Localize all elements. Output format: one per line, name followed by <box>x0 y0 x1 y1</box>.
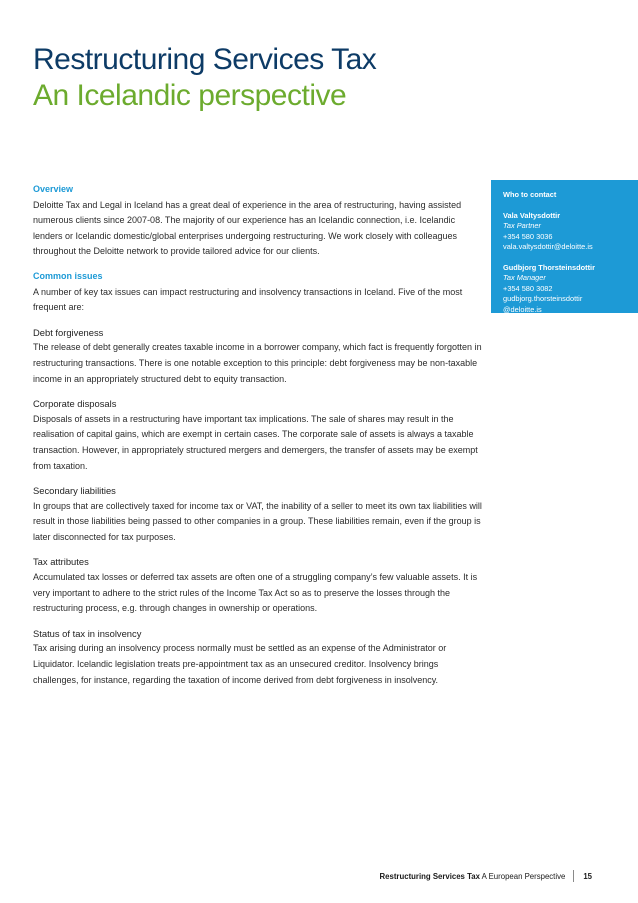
overview-heading: Overview <box>33 184 74 194</box>
contact-name: Vala Valtysdottir <box>503 210 561 220</box>
page-footer <box>380 870 592 882</box>
issue-text: Disposals of assets in a restructuring have important tax implications. The sale of shares may result in the realisation of capital gains, which are exempt in certain cases. The corporate sale of assets is always a taxable transaction. However, in appropriately structured mergers and demergers, the transfer of assets may be exempt from taxation. <box>33 413 478 471</box>
contact-email-line-1[interactable]: gudbjorg.thorsteinsdottir <box>503 294 583 303</box>
contact-card <box>503 211 638 253</box>
issue-corporate-disposals <box>33 396 483 474</box>
footer-title: Restructuring Services Tax <box>379 871 480 881</box>
issue-secondary-liabilities <box>33 483 483 545</box>
title-line-1: Restructuring Services Tax <box>33 43 377 76</box>
footer-divider <box>573 870 574 882</box>
issue-heading: Secondary liabilities <box>33 485 116 497</box>
contact-email-line-2[interactable]: @deloitte.is <box>503 304 542 314</box>
overview-section <box>33 182 483 260</box>
page-title <box>33 42 473 114</box>
common-issues-section <box>33 269 483 316</box>
contact-phone: +354 580 3036 <box>503 231 553 241</box>
common-issues-heading: Common issues <box>33 270 103 281</box>
footer-subtitle: A European Perspective <box>479 871 566 881</box>
issue-heading: Debt forgiveness <box>33 326 104 338</box>
contact-name: Gudbjorg Thorsteinsdottir <box>503 262 595 272</box>
page-number: 15 <box>583 871 592 881</box>
issue-tax-attributes <box>33 554 483 616</box>
title-line-2: An Icelandic perspective <box>33 79 347 112</box>
issue-text: In groups that are collectively taxed for income tax or VAT, the inability of a seller to meet its own tax liabilities will result in those liabilities being passed to other companies in a group. These liabilities remain, even if the group is later disconnected for tax purposes. <box>33 500 482 542</box>
contact-role: Tax Manager <box>503 273 546 282</box>
common-issues-text: A number of key tax issues can impact restructuring and insolvency transactions in Iceland. Five of the most frequent are: <box>33 286 463 313</box>
contact-phone: +354 580 3082 <box>503 283 553 293</box>
issue-heading: Status of tax in insolvency <box>33 627 142 639</box>
contact-role: Tax Partner <box>503 221 541 230</box>
issue-text: Tax arising during an insolvency process normally must be settled as an expense of the Administrator or Liquidator. Icelandic legislation treats pre-appointment tax as an unsecured creditor. Insolvency brings challenges, for instance, regarding the taxation of income derived from debt forgiveness in insolvency. <box>33 643 447 685</box>
sidebar-heading: Who to contact <box>503 190 557 199</box>
issue-debt-forgiveness <box>33 325 483 387</box>
contact-email[interactable]: vala.valtysdottir@deloitte.is <box>503 242 593 251</box>
contact-sidebar <box>491 180 638 313</box>
issue-heading: Tax attributes <box>33 556 89 568</box>
issue-text: The release of debt generally creates taxable income in a borrower company, which fact is frequently forgotten in restructuring transactions. There is one notable exception to this principle: debt forgiveness may be non-taxable income in an appropriately structured debt to equity transaction. <box>33 342 482 384</box>
issue-heading: Corporate disposals <box>33 398 117 410</box>
contact-card <box>503 263 638 316</box>
main-content <box>33 182 483 697</box>
issue-status-of-tax <box>33 626 483 688</box>
overview-text: Deloitte Tax and Legal in Iceland has a great deal of experience in the area of restructuring, having assisted numerous clients since 2007-08. The majority of our experience has an Icelandic connection, i.e. Icelandic lenders or Icelandic domestic/global enterprises undergoing restructuring. We work closely with colleagues throughout the Deloitte network to provide tailored advice for our clients. <box>33 199 462 257</box>
issue-text: Accumulated tax losses or deferred tax assets are often one of a struggling company’s few valuable assets. It is very important to adhere to the strict rules of the Income Tax Act so as to preserve the losses through the restructuring process, e.g. through changes in ownership or operations. <box>33 572 478 614</box>
